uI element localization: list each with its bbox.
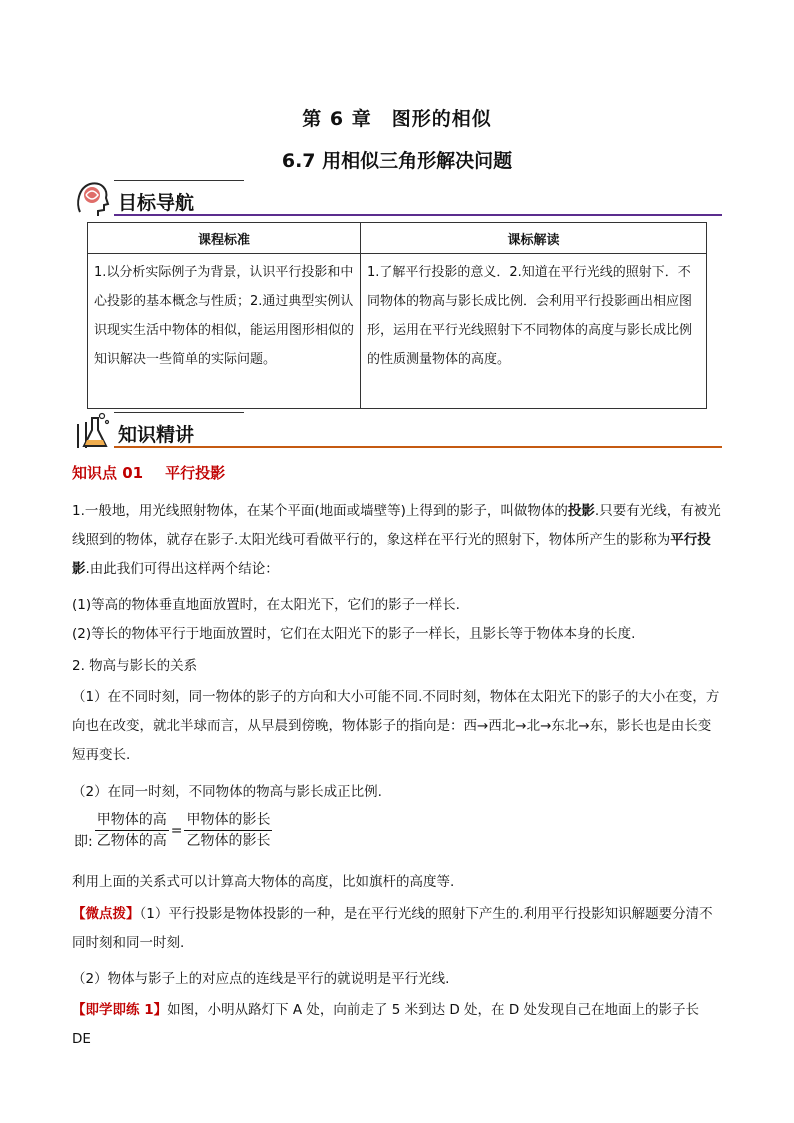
tip-paragraph [72, 900, 722, 958]
paragraph-3: （1）在不同时刻，同一物体的影子的方向和大小可能不同.不同时刻，物体在太阳光下的影子的大小在变，方向也在改变，就北半球而言，从早晨到傍晚，物体影子的指向是：西→西北→北→东北→东，影长也是由长变短再变长. [72, 689, 720, 763]
tip-label: 【微点拨】 [72, 906, 140, 922]
tip-paragraph-2: （2）物体与影子上的对应点的连线是平行的就说明是平行光线. [72, 971, 450, 987]
tip-text-1: （1）平行投影是物体投影的一种，是在平行光线的照射下产生的.利用平行投影知识解题要分清不同时刻和同一时刻. [72, 906, 713, 951]
p1-text-e: .由此我们可得出这样两个结论： [85, 561, 279, 577]
term-parallel-projection: 平行投影 [72, 532, 711, 577]
goals-rule [114, 214, 722, 216]
standards-table [87, 222, 707, 409]
kp-name: 平行投影 [165, 464, 226, 482]
header-top-rule [114, 412, 244, 413]
knowledge-rule [114, 446, 722, 448]
header-top-rule [114, 180, 244, 181]
chapter-title: 第 6 章 图形的相似 [302, 108, 492, 130]
fraction-denominator: 乙物体的高 [96, 833, 167, 849]
flask-icon [72, 410, 112, 450]
table-cell-interpretation: 1.了解平行投影的意义．2.知道在平行光线的照射下．不同物体的物高与影长成比例．会利用平行投影画出相应图形，运用在平行光线照射下不同物体的高度与影长成比例的性质测量物体的高度。 [361, 254, 707, 409]
term-projection: 投影 [567, 503, 595, 519]
formula-prefix: 即: [74, 834, 93, 850]
fraction-denominator: 乙物体的影长 [186, 833, 271, 849]
fraction-height [95, 810, 169, 851]
paragraph-4: （2）在同一时刻，不同物体的物高与影长成正比例. [72, 784, 382, 800]
conclusion-2: (2)等长的物体平行于地面放置时，它们在太阳光下的影子一样长，且影长等于物体本身的长度. [72, 626, 636, 642]
table-cell-standard: 1.以分析实际例子为背景，认识平行投影和中心投影的基本概念与性质；2.通过典型实例认识现实生活中物体的相似，能运用图形相似的知识解决一些简单的实际问题。 [88, 254, 361, 409]
paragraph-1 [72, 497, 722, 584]
goals-label: 目标导航 [118, 192, 195, 214]
exercise-paragraph [72, 996, 722, 1054]
fraction-numerator: 甲物体的高 [95, 810, 169, 831]
paragraph-2: 2. 物高与影长的关系 [72, 658, 198, 674]
conclusion-1: (1)等高的物体垂直地面放置时，在太阳光下，它们的影子一样长. [72, 597, 460, 613]
knowledge-header [72, 410, 722, 450]
knowledge-label: 知识精讲 [118, 424, 195, 446]
equals-sign: = [170, 822, 183, 839]
fraction-numerator: 甲物体的影长 [184, 810, 272, 831]
p1-text-c: .只要有光线，有被光线照到的物体，就存在影子.太阳光线可看做平行的，象这样在平行光的照射下，物体所产生的影称为 [72, 503, 721, 548]
brain-icon [72, 178, 112, 218]
table-header-standard: 课程标准 [88, 223, 361, 254]
goals-header [72, 178, 722, 218]
knowledge-point-title [72, 462, 225, 483]
exercise-label: 【即学即练 1】 [72, 1002, 168, 1018]
ratio-formula [74, 810, 272, 851]
exercise-text: 如图，小明从路灯下 A 处，向前走了 5 米到达 D 处，在 D 处发现自己在地面上的影子长 DE [72, 1002, 700, 1047]
table-header-interpretation: 课标解读 [361, 223, 707, 254]
p1-text-a: 1.一般地，用光线照射物体，在某个平面(地面或墙壁等)上得到的影子，叫做物体的 [72, 503, 568, 519]
fraction-shadow [184, 810, 272, 851]
section-title: 6.7 用相似三角形解决问题 [281, 150, 513, 172]
paragraph-5: 利用上面的关系式可以计算高大物体的高度，比如旗杆的高度等. [72, 874, 455, 890]
kp-number: 知识点 01 [72, 464, 144, 482]
